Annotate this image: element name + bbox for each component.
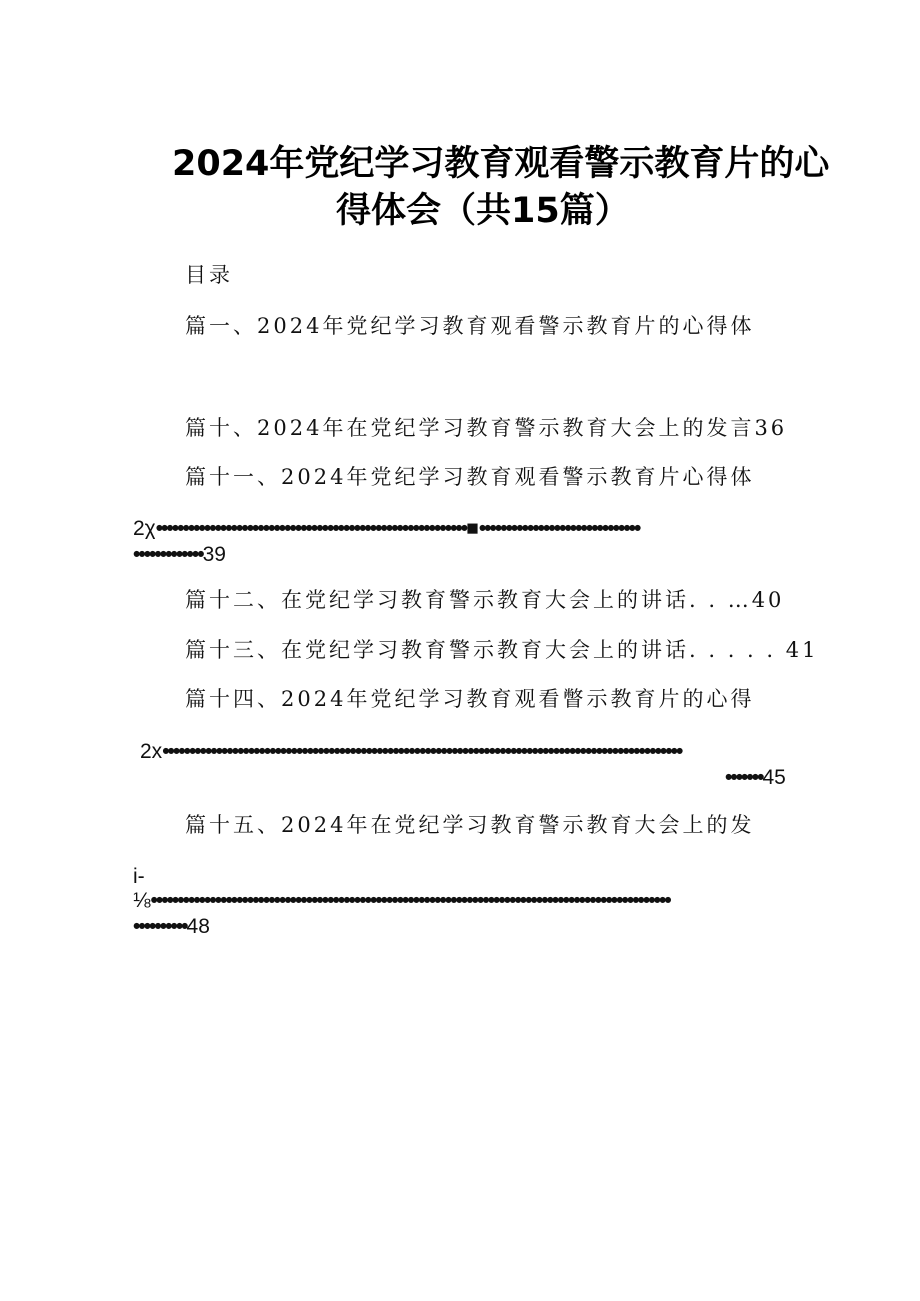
document-title-line-2: 得体会（共15篇） (336, 191, 630, 231)
document-title-line-1: 2024年党纪学习教育观看警示教育片的心 (172, 144, 830, 184)
toc-entry-13: 篇十三、在党纪学习教育警示教育大会上的讲话. . . . . 41 (185, 638, 819, 662)
toc-entry-14-prefix: 2x (140, 741, 163, 762)
dot-leader: •••••••••••••••••••••••••••••• (478, 518, 640, 539)
toc-entry-15-leader-row-2 (133, 916, 333, 937)
toc-entry-12: 篇十二、在党纪学习教育警示教育大会上的讲话. . …40 (185, 588, 785, 612)
toc-entry-14-page: 45 (762, 767, 786, 788)
toc-entry-15-prefix-2: ⅛ (133, 890, 151, 911)
toc-entry-11-prefix: 2χ (133, 518, 156, 539)
dot-leader: ••••••••••••••••••••••••••••••••••••••••••••••••••••••••••••••••••••••••••••••••••••••••••••••••• (150, 890, 670, 911)
dot-leader: ••••••••••••• (133, 544, 203, 565)
toc-entry-15-page: 48 (186, 916, 210, 937)
toc-entry-11-marker: ■ (466, 518, 479, 539)
toc-entry-14-leader-row-2 (725, 767, 805, 788)
toc-entry-14: 篇十四、2024年党纪学习教育观看瞥示教育片的心得 (185, 687, 755, 711)
toc-entry-15-prefix-row (133, 866, 193, 887)
toc-entry-15-prefix: i- (133, 866, 145, 887)
toc-heading: 目录 (185, 263, 233, 287)
toc-entry-10: 篇十、2024年在党纪学习教育警示教育大会上的发言36 (185, 416, 788, 440)
toc-entry-11-page: 39 (202, 544, 226, 565)
toc-entry-14-leader-row-1 (140, 741, 795, 762)
dot-leader: •••••••••••••••••••••••••••••••••••••••••••••••••••••••••• (155, 518, 467, 539)
dot-leader: •••••••••• (133, 916, 187, 937)
toc-entry-15-leader-row-1 (133, 890, 795, 911)
toc-entry-15: 篇十五、2024年在党纪学习教育警示教育大会上的发 (185, 813, 755, 837)
dot-leader: ••••••• (725, 767, 763, 788)
toc-entry-11-leader-row-2 (133, 544, 333, 565)
toc-entry-1: 篇一、2024年党纪学习教育观看警示教育片的心得体 (185, 314, 755, 338)
toc-entry-11: 篇十一、2024年党纪学习教育观看警示教育片心得体 (185, 465, 755, 489)
dot-leader: ••••••••••••••••••••••••••••••••••••••••••••••••••••••••••••••••••••••••••••••••••••••••••••••••• (162, 741, 682, 762)
toc-entry-11-leader-row-1 (133, 518, 793, 539)
